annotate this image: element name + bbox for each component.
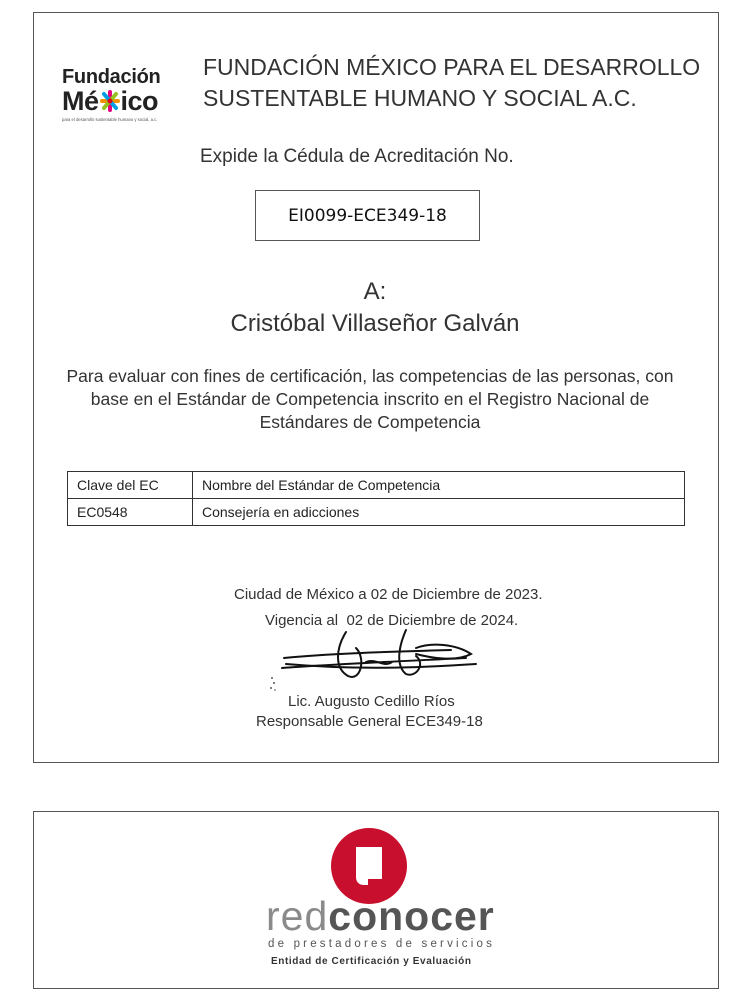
logo-line2-left: Mé: [62, 86, 99, 116]
logo-line2: [62, 86, 158, 116]
logo-tagline: para el desarrollo sustentable humano y social, a.c.: [62, 117, 158, 122]
organization-title: FUNDACIÓN MÉXICO PARA EL DESARROLLO SUSTENTABLE HUMANO Y SOCIAL A.C.: [203, 54, 701, 111]
signature-mark: [266, 628, 478, 696]
issue-place-date: Ciudad de México a 02 de Diciembre de 2023.: [234, 586, 543, 603]
recipient-label: A:: [363, 278, 387, 305]
table-cell-ec-code: EC0548: [68, 499, 193, 526]
signer-role: Responsable General ECE349-18: [256, 713, 483, 730]
cedula-number-box: [255, 190, 480, 241]
table-header-cell: Clave del EC: [68, 472, 193, 499]
red-conocer-entity: Entidad de Certificación y Evaluación: [271, 956, 472, 967]
wordmark-conocer: conocer: [328, 893, 495, 939]
logo-line1: Fundación: [62, 66, 161, 88]
red-conocer-subtitle: de prestadores de servicios: [268, 938, 496, 950]
cedula-number: EI0099-ECE349-18: [288, 205, 447, 226]
table-header-cell: Nombre del Estándar de Competencia: [193, 472, 685, 499]
red-conocer-wordmark: [266, 892, 495, 940]
wordmark-red: red: [266, 893, 329, 939]
standards-table: [67, 471, 685, 526]
fundacion-mexico-logo: [60, 66, 178, 126]
signer-name: Lic. Augusto Cedillo Ríos: [288, 693, 455, 710]
logo-line2-right: ico: [120, 86, 159, 116]
purpose-text: Para evaluar con fines de certificación, las competencias de las personas, con base en el Estándar de Competencia inscrito en el Registro Nacional de Estándares de Competencia: [66, 366, 674, 432]
table-cell-ec-name: Consejería en adicciones: [193, 499, 685, 526]
issue-statement: Expide la Cédula de Acreditación No.: [200, 146, 514, 167]
recipient-name: Cristóbal Villaseñor Galván: [230, 310, 520, 337]
validity-date: Vigencia al 02 de Diciembre de 2024.: [265, 612, 519, 629]
logo-star-icon: [99, 89, 121, 113]
table-row: [68, 499, 685, 526]
table-header-row: [68, 472, 685, 499]
